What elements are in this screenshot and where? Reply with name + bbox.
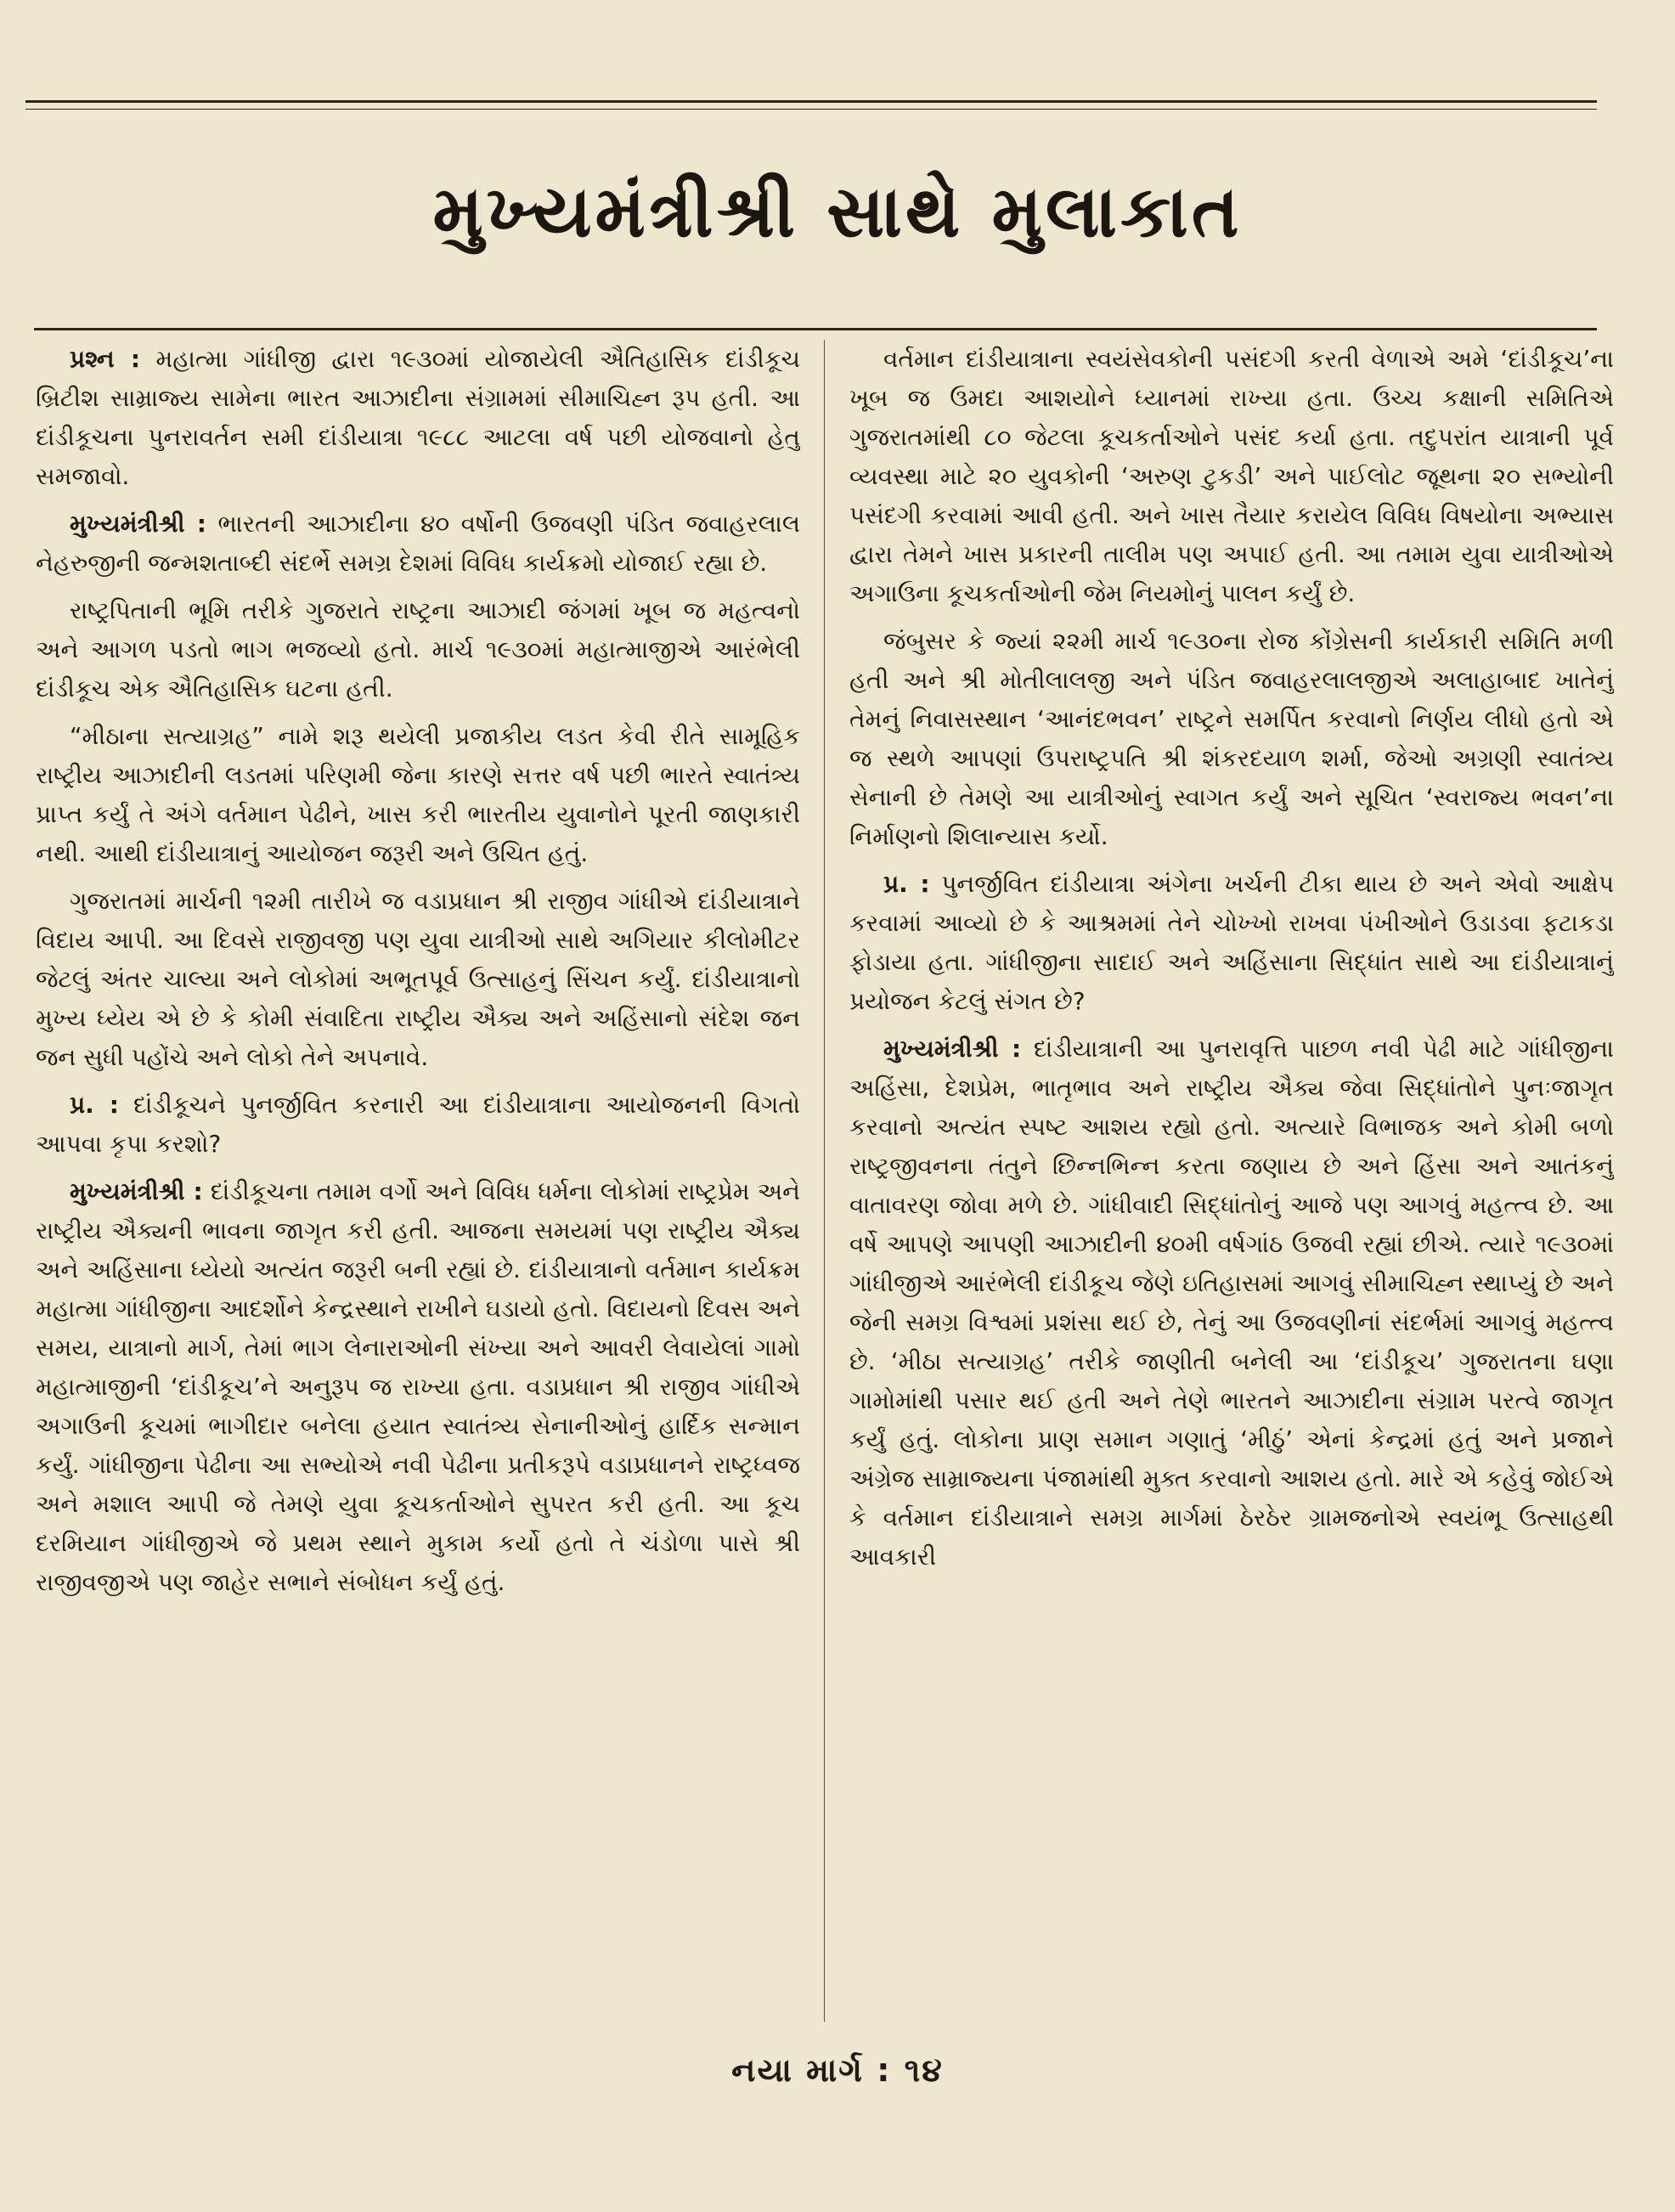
speaker-label: મુખ્યમંત્રીશ્રી :	[70, 1177, 203, 1205]
speaker-label: પ્ર. :	[883, 870, 930, 898]
speaker-label: મુખ્યમંત્રીશ્રી :	[70, 510, 206, 538]
paragraph-text: દાંડીકૂચના તમામ વર્ગો અને વિવિધ ધર્મના લોકોમાં રાષ્ટ્રપ્રેમ અને રાષ્ટ્રીય ઐક્યની ભાવના જાગૃત કરી હતી. આજના સમયમાં પણ રાષ્ટ્રીય ઐક્ય અને અહિંસાના ધ્યેયો અત્યંત જરૂરી બની રહ્યાં છે. દાંડીયાત્રાનો વર્તમાન કાર્યક્રમ મહાત્મા ગાંધીજીના આદર્શોને કેન્દ્રસ્થાને રાખીને ઘડાયો હતો. વિદાયનો દિવસ અને સમય, યાત્રાનો માર્ગ, તેમાં ભાગ લેનારાઓની સંખ્યા અને આવરી લેવાયેલાં ગામો મહાત્માજીની ‘દાંડીકૂચ’ને અનુરૂપ જ રાખ્યા હતા. વડાપ્રધાન શ્રી રાજીવ ગાંધીએ અગાઉની કૂચમાં ભાગીદાર બનેલા હયાત સ્વાતંત્ર્ય સેનાનીઓનું હાર્દિક સન્માન કર્યું. ગાંધીજીના પેઢીના આ સભ્યોએ નવી પેઢીના પ્રતીકરૂપે વડાપ્રધાનને રાષ્ટ્રધ્વજ અને મશાલ આપી જે તેમણે યુવા કૂચકર્તાઓને સુપરત કરી હતી. આ કૂચ દરમિયાન ગાંધીજીએ જે પ્રથમ સ્થાને મુકામ કર્યો હતો તે ચંડોળા પાસે શ્રી રાજીવજીએ પણ જાહેર સભાને સંબોધન કર્યું હતું.	[36, 1177, 800, 1596]
article-title: મુખ્યમંત્રીશ્રી સાથે મુલાકાત	[432, 170, 1243, 253]
paragraph	[36, 591, 800, 708]
speaker-label: મુખ્યમંત્રીશ્રી :	[883, 1035, 1022, 1063]
paragraph	[849, 1030, 1614, 1577]
paragraph-text: મહાત્મા ગાંધીજી દ્વારા ૧૯૩૦માં યોજાયેલી ઐતિહાસિક દાંડીકૂચ બ્રિટીશ સામ્રાજ્ય સામેના ભારત આઝાદીના સંગ્રામમાં સીમાચિહ્ન રૂપ હતી. આ દાંડીકૂચના પુનરાવર્તન સમી દાંડીયાત્રા ૧૯૮૮ આટલા વર્ષ પછી યોજવાનો હેતુ સમજાવો.	[36, 345, 800, 490]
paragraph	[849, 622, 1614, 856]
paragraph-text: રાષ્ટ્રપિતાની ભૂમિ તરીકે ગુજરાતે રાષ્ટ્રના આઝાદી જંગમાં ખૂબ જ મહત્વનો અને આગળ પડતો ભાગ ભજવ્યો હતો. માર્ચ ૧૯૩૦માં મહાત્માજીએ આરંભેલી દાંડીકૂચ એક ઐતિહાસિક ઘટના હતી.	[36, 596, 800, 703]
speaker-label: પ્રશ્ન :	[70, 345, 141, 373]
paragraph	[36, 1172, 800, 1602]
paragraph-text: “મીઠાના સત્યાગ્રહ” નામે શરૂ થયેલી પ્રજાકીય લડત કેવી રીતે સામૂહિક રાષ્ટ્રીય આઝાદીની લડતમાં પરિણમી જેના કારણે સત્તર વર્ષ પછી ભારતે સ્વાતંત્ર્ય પ્રાપ્ત કર્યું તે અંગે વર્તમાન પેઢીને, ખાસ કરી ભારતીય યુવાનોને પૂરતી જાણકારી નથી. આથી દાંડીયાત્રાનું આયોજન જરૂરી અને ઉચિત હતું.	[36, 722, 800, 867]
paragraph-text: પુનર્જીવિત દાંડીયાત્રા અંગેના ખર્ચની ટીકા થાય છે અને એવો આક્ષેપ કરવામાં આવ્યો છે કે આશ્રમમાં તેને ચોખ્ખો રાખવા પંખીઓને ઉડાડવા ફટાકડા ફોડાયા હતા. ગાંધીજીના સાદાઈ અને અહિંસાના સિદ્ધાંત સાથે આ દાંડીયાત્રાનું પ્રયોજન કેટલું સંગત છે?	[849, 870, 1614, 1015]
paragraph	[36, 717, 800, 873]
paragraph	[36, 1086, 800, 1164]
column-divider	[824, 340, 825, 2022]
top-rule	[25, 100, 1597, 103]
paragraph-text: દાંડીયાત્રાની આ પુનરાવૃત્તિ પાછળ નવી પેઢી માટે ગાંધીજીના અહિંસા, દેશપ્રેમ, ભાતૃભાવ અને રાષ્ટ્રીય ઐક્ય જેવા સિદ્ધાંતોને પુનઃજાગૃત કરવાનો અત્યંત સ્પષ્ટ આશય રહ્યો હતો. અત્યારે વિભાજક અને કોમી બળો રાષ્ટ્રજીવનના તંતુને છિન્નભિન્ન કરતા જણાય છે અને હિંસા અને આતંકનું વાતાવરણ જોવા મળે છે. ગાંધીવાદી સિદ્ધાંતોનું આજે પણ આગવું મહત્ત્વ છે. આ વર્ષે આપણે આપણી આઝાદીની ૪૦મી વર્ષગાંઠ ઉજવી રહ્યાં છીએ. ત્યારે ૧૯૩૦માં ગાંધીજીએ આરંભેલી દાંડીકૂચ જેણે ઇતિહાસમાં આગવું સીમાચિહ્ન સ્થાપ્યું છે અને જેની સમગ્ર વિશ્વમાં પ્રશંસા થઈ છે, તેનું આ ઉજવણીનાં સંદર્ભમાં આગવું મહત્ત્વ છે. ‘મીઠા સત્યાગ્રહ’ તરીકે જાણીતી બનેલી આ ‘દાંડીકૂચ’ ગુજરાતના ઘણા ગામોમાંથી પસાર થઈ હતી અને તેણે ભારતને આઝાદીના સંગ્રામ પરત્વે જાગૃત કર્યું હતું. લોકોના પ્રાણ સમાન ગણાતું ‘મીઠું’ એનાં કેન્દ્રમાં હતું અને પ્રજાને અંગ્રેજ સામ્રાજ્યના પંજામાંથી મુક્ત કરવાનો આશય હતો. મારે એ કહેવું જોઈએ કે વર્તમાન દાંડીયાત્રાને સમગ્ર માર્ગમાં ઠેરઠેર ગ્રામજનોએ સ્વયંભૂ ઉત્સાહથી આવકારી	[849, 1035, 1614, 1571]
paragraph	[36, 882, 800, 1077]
paragraph	[36, 340, 800, 496]
top-rule-thin	[25, 109, 1597, 110]
right-column	[849, 340, 1614, 2022]
paragraph-text: ભારતની આઝાદીના ૪૦ વર્ષોની ઉજવણી પંડિત જવાહરલાલ નેહરુજીની જન્મશતાબ્દી સંદર્ભે સમગ્ર દેશમાં વિવિધ કાર્યક્રમો યોજાઈ રહ્યા છે.	[36, 510, 800, 577]
speaker-label: પ્ર. :	[70, 1091, 119, 1119]
page-footer: નયા માર્ગ : ૧૪	[731, 2051, 944, 2089]
left-column	[36, 340, 800, 2022]
paragraph-text: જંબુસર કે જ્યાં ૨૨મી માર્ચ ૧૯૩૦ના રોજ કોંગ્રેસની કાર્યકારી સમિતિ મળી હતી અને શ્રી મોતીલાલજી અને પંડિત જવાહરલાલજીએ અલાહાબાદ ખાતેનું તેમનું નિવાસસ્થાન ‘આનંદભવન’ રાષ્ટ્રને સમર્પિત કરવાનો નિર્ણય લીધો હતો એ જ સ્થળે આપણાં ઉપરાષ્ટ્રપતિ શ્રી શંકરદયાળ શર્મા, જેઓ અગ્રણી સ્વાતંત્ર્ય સેનાની છે તેમણે આ યાત્રીઓનું સ્વાગત કર્યું અને સૂચિત ‘સ્વરાજ્ય ભવન’ના નિર્માણનો શિલાન્યાસ કર્યો.	[849, 627, 1614, 850]
paragraph	[849, 865, 1614, 1021]
paragraph	[849, 340, 1614, 613]
paragraph-text: દાંડીકૂચને પુનર્જીવિત કરનારી આ દાંડીયાત્રાના આયોજનની વિગતો આપવા કૃપા કરશો?	[36, 1091, 800, 1158]
paragraph-text: ગુજરાતમાં માર્ચની ૧૨મી તારીખે જ વડાપ્રધાન શ્રી રાજીવ ગાંધીએ દાંડીયાત્રાને વિદાય આપી. આ દિવસે રાજીવજી પણ યુવા યાત્રીઓ સાથે અગિયાર કીલોમીટર જેટલું અંતર ચાલ્યા અને લોકોમાં અભૂતપૂર્વ ઉત્સાહનું સિંચન કર્યું. દાંડીયાત્રાનો મુખ્ય ધ્યેય એ છે કે કોમી સંવાદિતા રાષ્ટ્રીય ઐક્ય અને અહિંસાનો સંદેશ જન જન સુધી પહોંચે અને લોકો તેને અપનાવે.	[36, 887, 800, 1071]
paragraph	[36, 505, 800, 583]
title-rule	[34, 328, 1597, 330]
paragraph-text: વર્તમાન દાંડીયાત્રાના સ્વયંસેવકોની પસંદગી કરતી વેળાએ અમે ‘દાંડીકૂચ’ના ખૂબ જ ઉમદા આશયોને ધ્યાનમાં રાખ્યા હતા. ઉચ્ચ કક્ષાની સમિતિએ ગુજરાતમાંથી ૮૦ જેટલા કૂચકર્તાઓને પસંદ કર્યા હતા. તદુપરાંત યાત્રાની પૂર્વ વ્યવસ્થા માટે ૨૦ યુવકોની ‘અરુણ ટુકડી’ અને પાઈલોટ જૂથના ૨૦ સભ્યોની પસંદગી કરવામાં આવી હતી. અને ખાસ તૈયાર કરાયેલ વિવિધ વિષયોના અભ્યાસ દ્વારા તેમને ખાસ પ્રકારની તાલીમ પણ અપાઈ હતી. આ તમામ યુવા યાત્રીઓએ અગાઉના કૂચકર્તાઓની જેમ નિયમોનું પાલન કર્યું છે.	[849, 345, 1614, 607]
